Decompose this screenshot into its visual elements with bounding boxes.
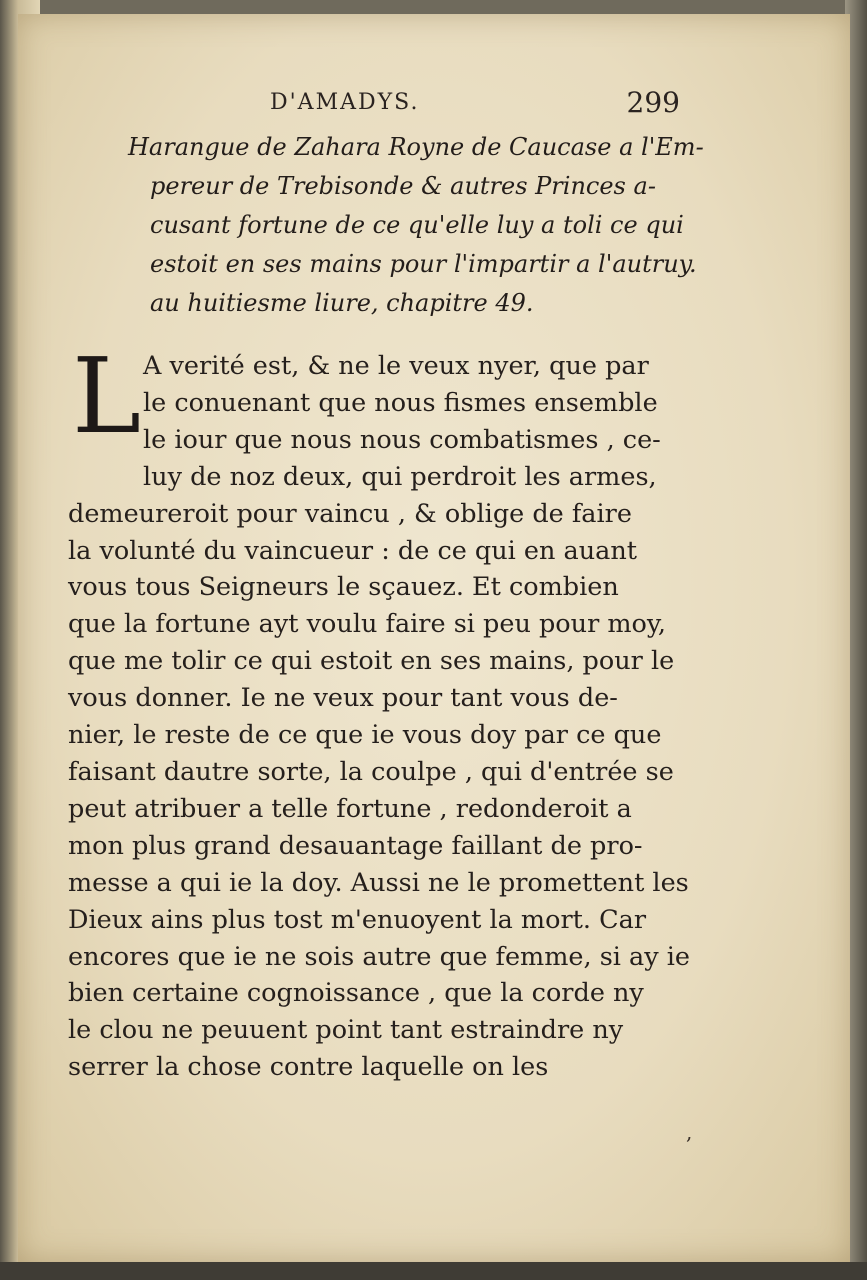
text-line: Dieux ains plus tost m'enuoyent la mort. Car [68, 904, 647, 935]
bottom-edge [0, 1262, 867, 1280]
text-line: luy de noz deux, qui perdroit les armes, [143, 461, 657, 492]
text-line: A verité est, & ne le veux nyer, que par [143, 351, 649, 381]
text-line: vous donner. Ie ne veux pour tant vous de- [68, 683, 618, 714]
text-line: que me tolir ce qui estoit en ses mains, pour le [68, 646, 675, 677]
heading-line: pereur de Trebisonde & autres Princes a- [150, 172, 656, 200]
text-line: bien certaine cognoissance , que la corde ny [68, 978, 644, 1009]
running-head [270, 86, 690, 122]
chapter-heading [128, 128, 704, 323]
running-head-title: D'AMADYS. [270, 90, 420, 115]
text-line: vous tous Seigneurs le sçauez. Et combien [68, 572, 619, 603]
heading-line: au huitiesme liure, chapitre 49. [150, 289, 534, 317]
text-line: le clou ne peuuent point tant estraindre ny [68, 1015, 624, 1046]
text-line: peut atribuer a telle fortune , redonderoit a [68, 793, 632, 824]
text-line: la volunté du vaincueur : de ce qui en auant [68, 535, 638, 566]
text-line: encores que ie ne sois autre que femme, si ay ie [68, 941, 691, 972]
page-number: 299 [626, 86, 680, 119]
drop-cap: L [72, 335, 142, 457]
heading-line: Harangue de Zahara Royne de Caucase a l'Em- [128, 133, 704, 161]
heading-line: cusant fortune de ce qu'elle luy a toli ce qui [150, 211, 684, 239]
body-text [68, 335, 691, 1086]
text-line: messe a qui ie la doy. Aussi ne le promettent les [68, 867, 689, 898]
text-line: nier, le reste de ce que ie vous doy par ce que [68, 720, 662, 751]
text-line: serrer la chose contre laquelle on les [68, 1052, 549, 1083]
text-line: mon plus grand desauantage faillant de pro- [68, 830, 643, 861]
text-line: le iour que nous nous combatismes , ce- [143, 424, 661, 455]
text-line: le conuenant que nous fismes ensemble [143, 387, 658, 418]
text-line: demeureroit pour vaincu , & oblige de faire [68, 498, 632, 529]
text-line: que la fortune ayt voulu faire si peu pour moy, [68, 609, 667, 640]
heading-line: estoit en ses mains pour l'impartir a l'autruy. [150, 250, 697, 278]
stray-mark: , [686, 1120, 693, 1144]
text-line: faisant dautre sorte, la coulpe , qui d'entrée se [68, 756, 674, 787]
